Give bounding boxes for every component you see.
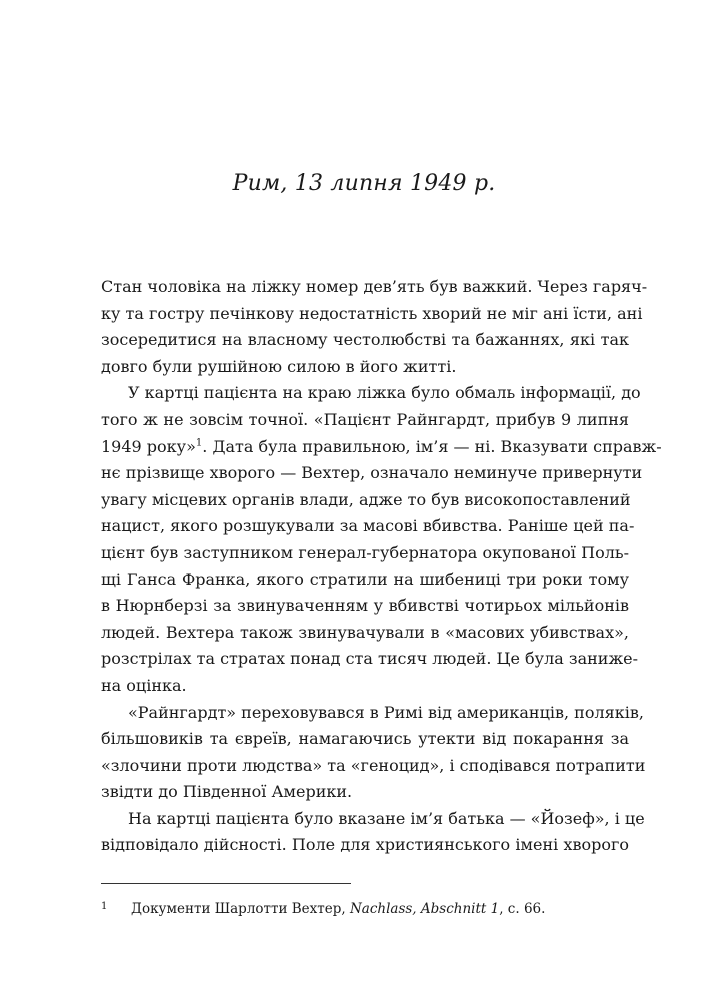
footnote-reference[interactable]: 1: [195, 437, 203, 449]
footnote-italic-text: Nachlass, Abschnitt 1: [349, 901, 500, 917]
text-line: У картці пацієнта на краю ліжка було обмаль інформації, до: [128, 383, 641, 403]
text-line: довго були рушійною силою в його житті.: [101, 356, 457, 376]
text-line: «Райнгардт» переховувався в Римі від американців, поляків,: [128, 702, 644, 722]
footnote: [101, 901, 629, 917]
text-line: щі Ганса Франка, якого стратили на шибениці три роки тому: [101, 569, 629, 589]
footnote-mark: 1: [101, 901, 108, 912]
text-line: Стан чоловіка на ліжку номер дев’ять був важкий. Через гаряч-: [101, 277, 648, 296]
text-line: нацист, якого розшукували за масові вбивства. Раніше цей па-: [101, 516, 635, 536]
footnote-text-end: , с. 66.: [499, 901, 546, 917]
text-line: На картці пацієнта було вказане ім’я батька — «Йозеф», і це: [128, 808, 645, 828]
chapter-heading: Рим, 13 липня 1949 р.: [232, 171, 496, 196]
text-line: на оцінка.: [101, 675, 187, 695]
text-line: більшовиків та євреїв, намагаючись утекти від покарання за: [101, 729, 629, 749]
text-line-with-footnote: [101, 434, 662, 461]
text-line: розстрілах та стратах понад ста тисяч людей. Це була занижe-: [101, 649, 639, 669]
text-line: людей. Вехтера також звинувачували в «масових убивствах»,: [101, 622, 629, 642]
body-text: [101, 274, 662, 859]
text-fragment: 1949 року»: [101, 436, 196, 456]
text-line: в Нюрнберзі за звинуваченням у вбивстві чотирьох мільйонів: [101, 596, 629, 616]
text-line: нє прізвище хворого — Вехтер, означало неминуче привернути: [101, 463, 643, 483]
text-line: «злочини проти людства» та «геноцид», і сподівався потрапити: [101, 755, 646, 775]
text-line: того ж не зовсім точної. «Пацієнт Райнгардт, прибув 9 липня: [101, 409, 629, 429]
text-line: звідти до Південної Америки.: [101, 782, 353, 802]
text-line: цієнт був заступником генерал-губернатора окупованої Поль-: [101, 542, 629, 562]
footnote-divider: [101, 883, 351, 884]
text-fragment: . Дата була правильною, ім’я — ні. Вказувати справж-: [202, 436, 662, 456]
text-line: увагу місцевих органів влади, адже то був високопоставлений: [101, 489, 631, 509]
text-line: зосередитися на власному честолюбстві та бажаннях, які так: [101, 330, 629, 350]
text-line: ку та гостру печінкову недостатність хворий не міг ані їсти, ані: [101, 303, 643, 323]
footnote-text: Документи Шарлотти Вехтер,: [131, 901, 350, 917]
text-line: відповідало дійсності. Поле для християнського імені хворого: [101, 835, 629, 855]
